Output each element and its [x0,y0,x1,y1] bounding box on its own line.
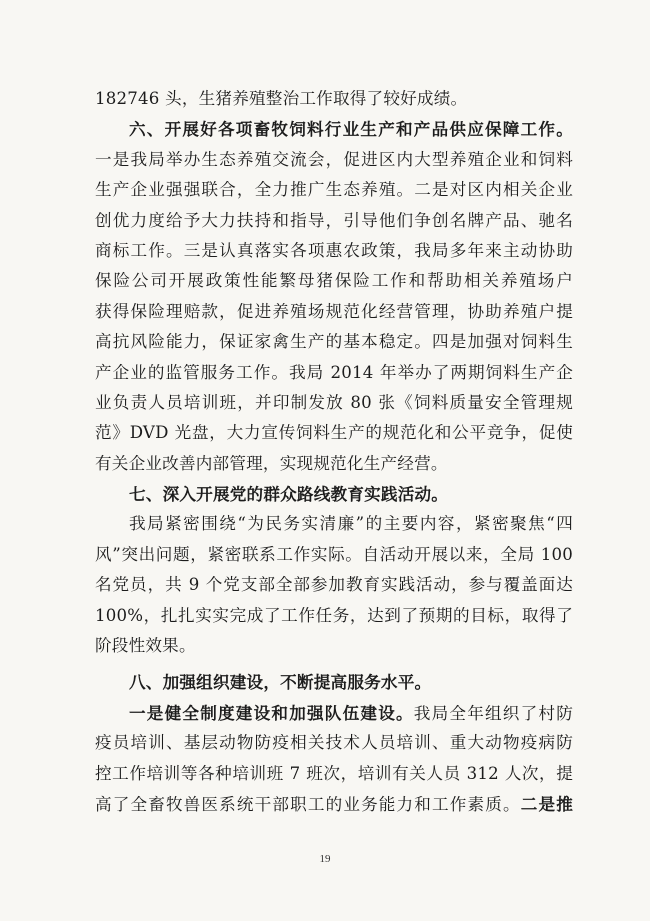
text-line: 疫员培训、基层动物防疫相关技术人员培训、重大动物疫病防 [95,733,573,753]
text-line: 获得保险理赔款，促进养殖场规范化经营管理，协助养殖户提 [95,301,573,321]
text-line: 一是我局举办生态养殖交流会，促进区内大型养殖企业和饲料 [95,149,573,169]
section-heading: 七、深入开展党的群众路线教育实践活动。 [129,484,449,505]
text-line: 控工作培训等各种培训班 7 班次，培训有关人员 312 人次，提 [95,763,573,783]
section-heading: 八、加强组织建设，不断提高服务水平。 [129,672,432,693]
text-line: 182746 头，生猪养殖整治工作取得了较好成绩。 [95,89,468,108]
text-line: 创优力度给予大力扶持和指导，引导他们争创名牌产品、驰名 [95,210,573,230]
document-body [95,84,573,819]
text-line: 生产企业强强联合，全力推广生态养殖。二是对区内相关企业 [95,180,573,200]
text-line: 范》DVD 光盘，大力宣传饲料生产的规范化和公平竞争，促使 [95,423,573,443]
text-line: 一是健全制度建设和加强队伍建设。我局全年组织了村防 [129,702,573,723]
text-line: 商标工作。三是认真落实各项惠农政策，我局多年来主动协助 [95,240,573,260]
text-line: 风”突出问题，紧密联系工作实际。自活动开展以来，全局 100 [95,544,573,564]
text-line: 我局紧密围绕“为民务实清廉”的主要内容，紧密聚焦“四 [129,514,573,534]
text-line: 保险公司开展政策性能繁母猪保险工作和帮助相关养殖场户 [95,271,573,291]
text-line: 高抗风险能力，保证家禽生产的基本稳定。四是加强对饲料生 [95,332,573,352]
text-line: 产企业的监管服务工作。我局 2014 年举办了两期饲料生产企 [95,362,573,382]
text-line: 名党员，共 9 个党支部全部参加教育实践活动，参与覆盖面达 [95,575,573,595]
text-line: 阶段性效果。 [95,636,196,656]
text-line: 100%，扎扎实实完成了工作任务，达到了预期的目标，取得了 [95,605,573,625]
section-heading: 六、开展好各项畜牧饲料行业生产和产品供应保障工作。 [129,119,573,140]
page-number: 19 [319,853,331,865]
text-line: 高了全畜牧兽医系统干部职工的业务能力和工作素质。二是推 [95,793,573,814]
text-line: 业负责人员培训班，并印制发放 80 张《饲料质量安全管理规 [95,392,573,412]
text-line: 有关企业改善内部管理，实现规范化生产经营。 [95,453,448,473]
